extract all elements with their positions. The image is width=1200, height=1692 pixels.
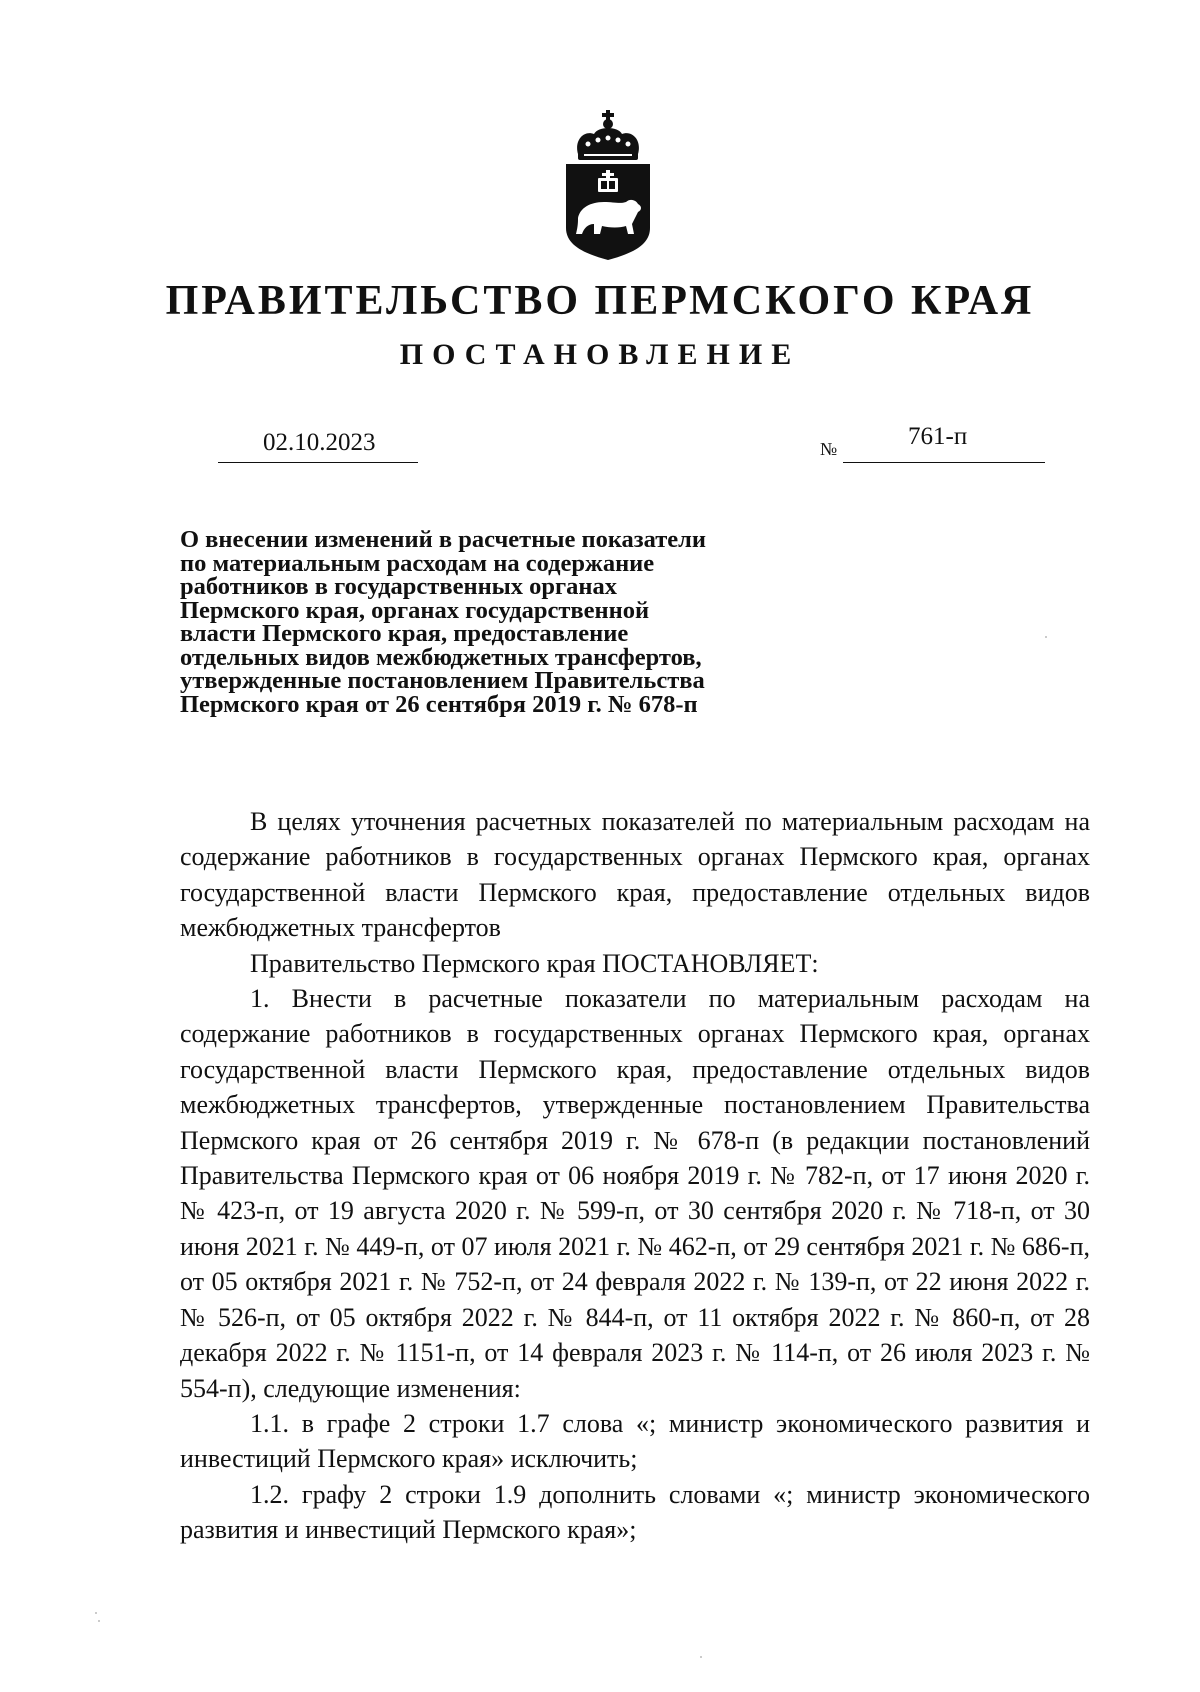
item-1-paragraph: 1. Внести в расчетные показатели по материальным расходам на содержание работников в государственных органах Пермского края, органах государственной власти Пермского края, предоставление отдельных видов межбюджетных трансфертов, утвержденные постановлением Правительства Пермского края от 26 сентября 2019 г. № 678-п (в редакции постановлений Правительства Пермского края от 06 ноября 2019 г. № 782-п, от 17 июня 2020 г. № 423-п, от 19 августа 2020 г. № 599-п, от 30 сентября 2020 г. № 718-п, от 30 июня 2021 г. № 449-п, от 07 июля 2021 г. № 462-п, от 29 сентября 2021 г. № 686-п, от 05 октября 2021 г. № 752-п, от 24 февраля 2022 г. № 139-п, от 22 июня 2022 г. № 526-п, от 05 октября 2022 г. № 844-п, от 11 октября 2022 г. № 860-п, от 28 декабря 2022 г. № 1151-п, от 14 февраля 2023 г. № 114-п, от 26 июля 2023 г. № 554-п), следующие изменения:: [180, 984, 1090, 1403]
preamble-paragraph: В целях уточнения расчетных показателей по материальным расходам на содержание работников в государственных органах Пермского края, органах государственной власти Пермского края, предоставление отдельных видов межбюджетных трансфертов: [180, 807, 1090, 943]
subject-line: работников в государственных органах: [180, 573, 618, 600]
item-1-2-paragraph: 1.2. графу 2 строки 1.9 дополнить словами «; министр экономического развития и инвестиций Пермского края»;: [180, 1479, 1090, 1545]
document-subject: [180, 528, 800, 716]
resolution-paragraph: Правительство Пермского края ПОСТАНОВЛЯЕТ:: [250, 948, 819, 978]
subject-line: по материальным расходам на содержание: [180, 549, 655, 577]
scan-speck: [700, 1656, 702, 1658]
date-field: [218, 424, 418, 463]
document-type: ПОСТАНОВЛЕНИЕ: [399, 338, 801, 371]
subject-line: Пермского края от 26 сентября 2019 г. № 678-п: [180, 690, 698, 718]
subject-line: власти Пермского края, предоставление: [180, 620, 629, 647]
subject-line: О внесении изменений в расчетные показатели: [180, 526, 707, 553]
scan-speck: [98, 1620, 100, 1622]
number-field: [843, 420, 1045, 463]
organization-title: ПРАВИТЕЛЬСТВО ПЕРМСКОГО КРАЯ: [165, 278, 1035, 324]
scan-speck: [1045, 636, 1047, 638]
subject-line: утвержденные постановлением Правительства: [180, 667, 705, 694]
crown-icon: [577, 110, 639, 160]
item-1-1-paragraph: 1.1. в графе 2 строки 1.7 слова «; министр экономического развития и инвестиций Пермского края» исключить;: [180, 1408, 1090, 1474]
document-date: 02.10.2023: [263, 429, 376, 456]
number-sign: №: [820, 439, 838, 459]
document-body: [180, 804, 1090, 1548]
scan-speck: [95, 1612, 97, 1614]
subject-line: Пермского края, органах государственной: [180, 596, 650, 624]
coat-of-arms-icon: [560, 110, 656, 260]
subject-line: отдельных видов межбюджетных трансфертов,: [180, 643, 702, 671]
document-number: 761-п: [908, 423, 968, 450]
